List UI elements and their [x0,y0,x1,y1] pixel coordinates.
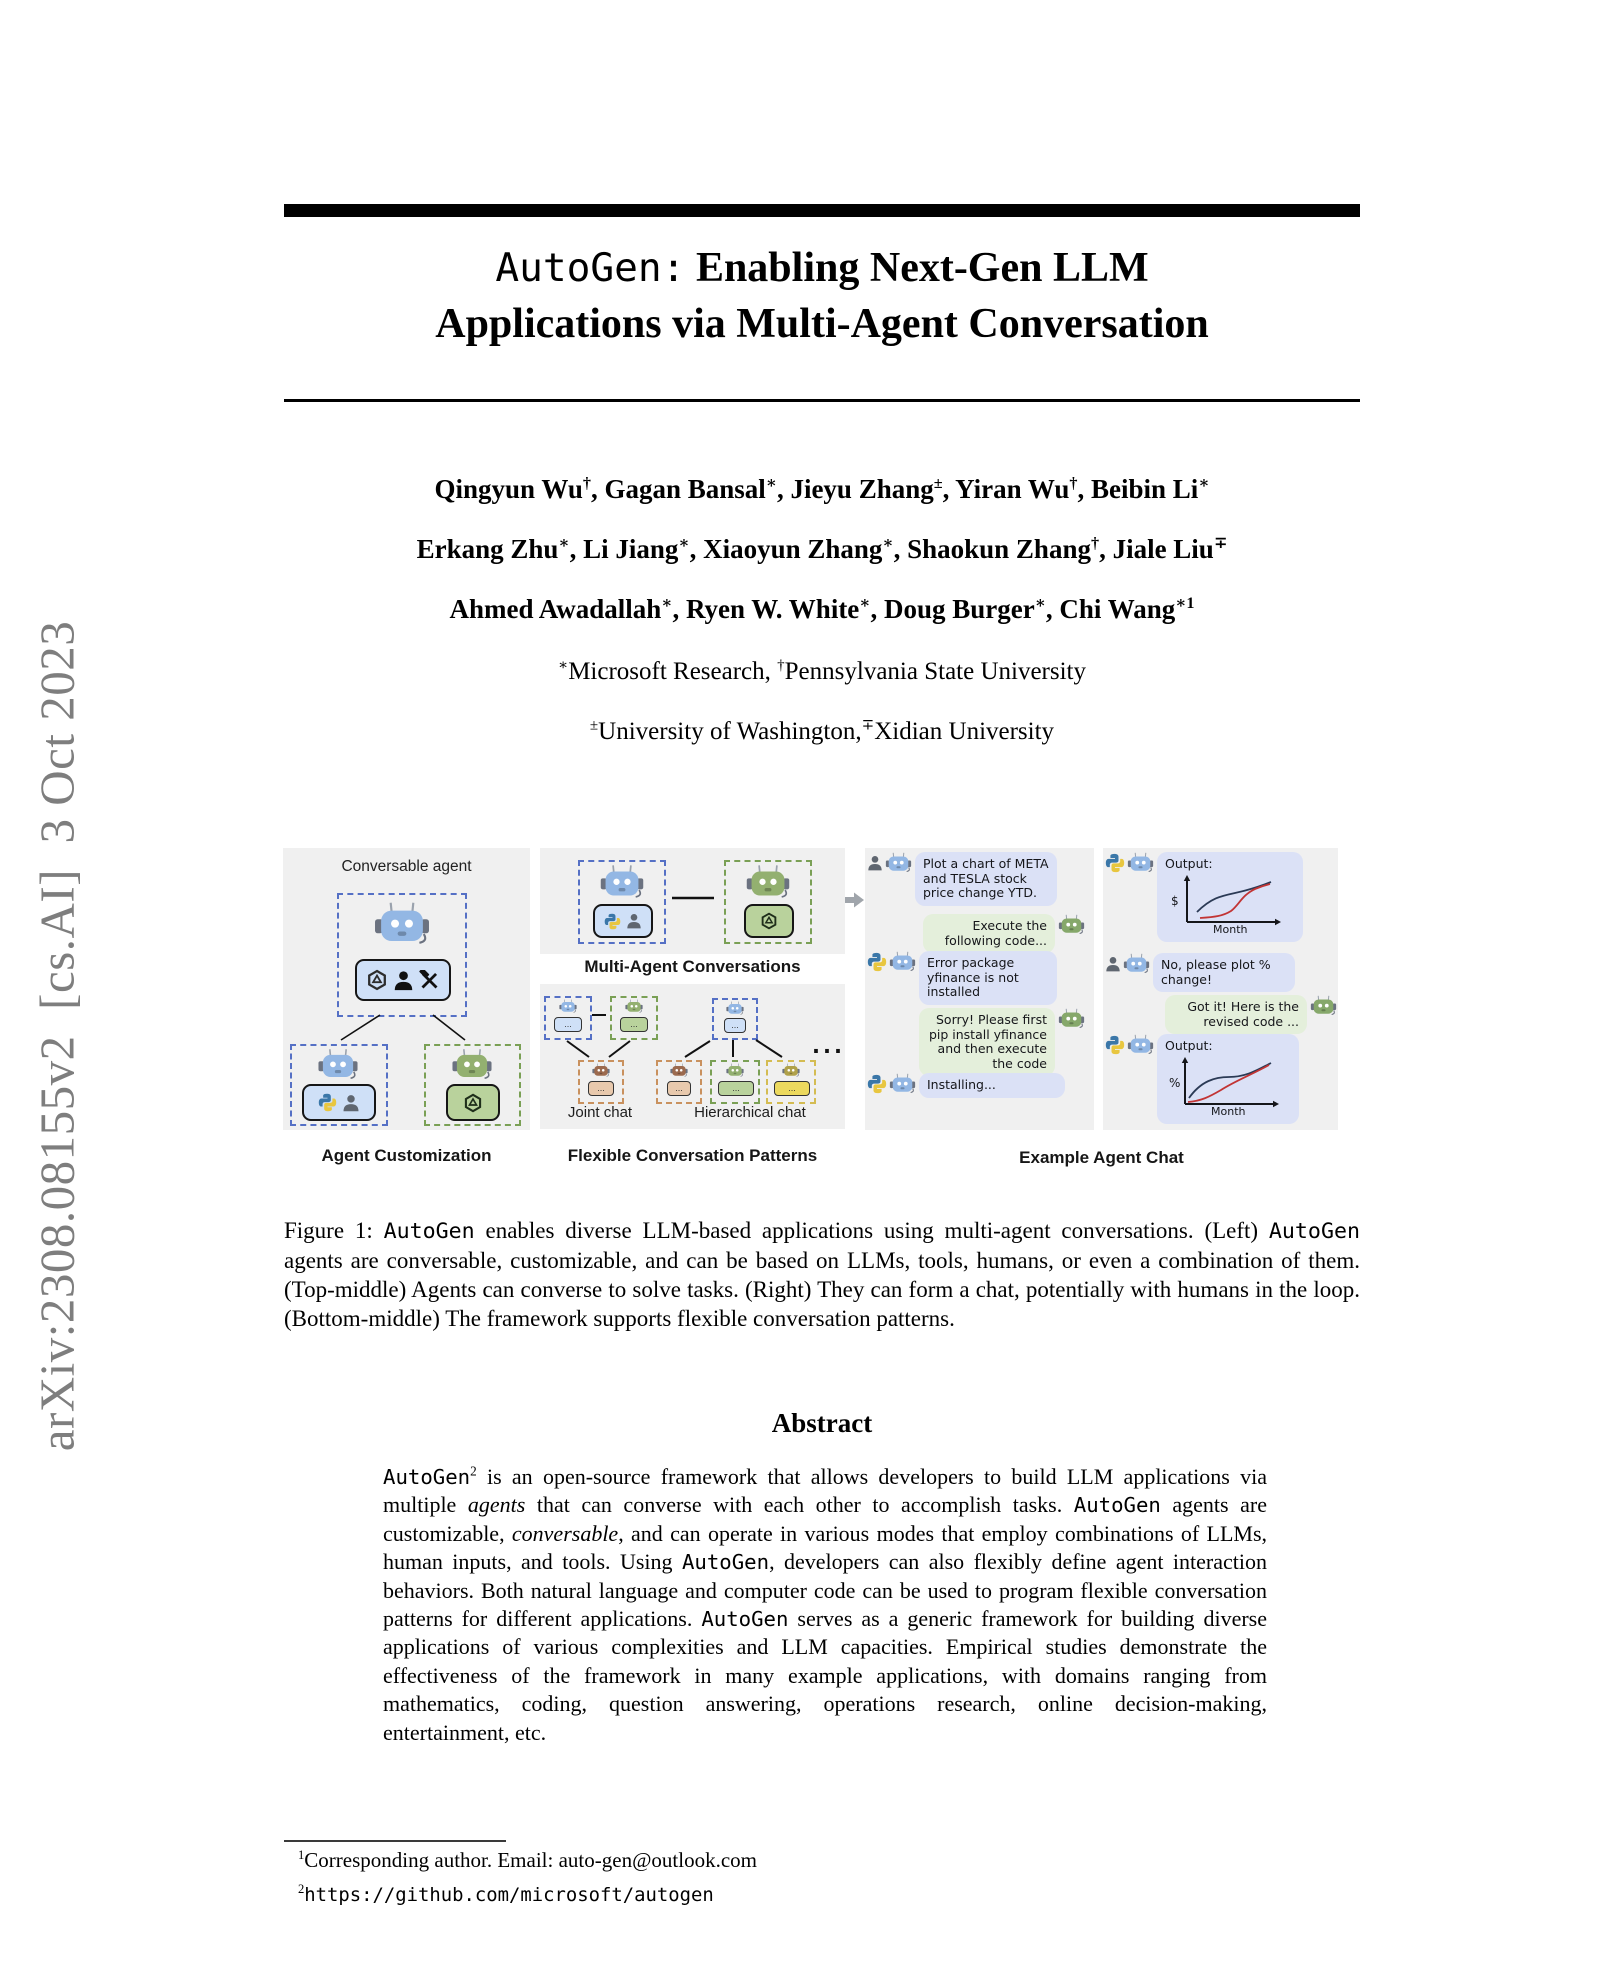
panel-multi-agent [540,848,845,954]
chat-bubble: Plot a chart of META and TESLA stock price change YTD. [915,852,1057,906]
robot-blue-icon [1127,1034,1154,1056]
chat-message [1105,1034,1299,1124]
x-axis-label: Month [1211,1104,1246,1116]
robot-icon [451,1048,493,1082]
abstract-text: AutoGen$^2$ is an open-source framework that allows developers to build LLM applications via multiple agents that can converse with each other to accomplish tasks. AutoGen agents are customizable, conversable, and can operate in various modes that employ combinations of LLMs, human inputs, and tools. Using AutoGen, developers can also flexibly define agent interaction behaviors. Both natural language and computer code can be used to program flexible conversation patterns for different applications. AutoGen serves as a generic framework for building diverse applications of various complexities and LLM capacities. Empirical studies demonstrate the effectiveness of the framework in many example applications, with domains ranging from mathematics, coding, question answering, operations research, online decision-making, entertainment, etc. [383,1463,1268,1745]
chat-bubble [1157,1034,1299,1124]
mini-chip: ... [667,1081,691,1096]
python-icon [867,1074,887,1094]
example-agent-chat-label: Example Agent Chat [1019,1148,1184,1167]
mini-chip: ... [724,1018,746,1033]
panel-agent-customization [283,848,530,1130]
paper-title-line-1: AutoGen: Enabling Next-Gen LLM [495,245,1149,291]
chat-message [919,1008,1085,1076]
chat-bubble: No, please plot % change! [1153,953,1295,992]
conversation-arrow [540,848,845,954]
openai-icon [463,1093,483,1113]
agent-customization-label: Agent Customization [321,1146,492,1165]
mini-chip: ... [774,1081,810,1096]
robot-green-icon [1310,995,1337,1017]
figure-caption: Figure 1: AutoGen enables diverse LLM-based applications using multi-agent conversations. (Left) AutoGen agents are conversable, customizable, and can be based on LLMs, tools, humans, or even a combination of them. (Top-middle) Agents can converse to solve tasks. (Right) They can form a chat, potentially with humans in the loop. (Bottom-middle) The framework supports flexible conversation patterns. [284,1218,1360,1331]
mini-chip: ... [620,1017,648,1032]
authors-line-3: Ahmed Awadallah∗, Ryen W. White∗, Doug Burger∗, Chi Wang$^{∗1}$ [449,594,1195,624]
footnote-1: $^1$Corresponding author. Email: auto-gen@outlook.com [298,1848,757,1872]
output-label: Output: [1165,856,1213,871]
mini-chip: ... [588,1081,614,1096]
y-axis-label: $ [1171,893,1179,908]
mini-chip: ... [554,1017,582,1032]
chat-bubble: Sorry! Please first pip install yfinance and then execute the code [919,1008,1055,1076]
python-human-chip [302,1084,376,1121]
llm-chip [446,1084,500,1121]
mini-chip: ... [718,1081,754,1096]
robot-green-icon [1058,914,1085,936]
python-icon [1105,853,1125,873]
panel-chat-right [1103,848,1338,1130]
panel-conversation-patterns [540,984,845,1129]
robot-blue-icon [889,951,916,973]
percent-change-chart [1165,1054,1285,1116]
panel-chat-left [865,848,1094,1130]
person-icon [342,1094,360,1112]
message-icons [867,1073,916,1095]
flexible-patterns-label: Flexible Conversation Patterns [567,1146,818,1165]
chat-bubble: Installing... [919,1073,1065,1098]
footnote-rule [284,1840,506,1842]
robot-blue-icon [889,1073,916,1095]
title-rule [284,399,1360,402]
y-axis-label: % [1169,1075,1181,1090]
chat-message [867,951,1090,1005]
person-icon [867,855,883,871]
footnote-2-github-link[interactable]: $^2$https://github.com/microsoft/autogen [298,1882,714,1906]
robot-green-icon [1058,1008,1085,1030]
robot-icon [317,1048,359,1082]
affiliation-line-1: ∗Microsoft Research, †Pennsylvania State University [557,657,1086,685]
message-icons [867,951,916,973]
stock-price-chart [1165,872,1289,934]
person-icon [1105,956,1121,972]
authors-line-1: Qingyun Wu†, Gagan Bansal∗, Jieyu Zhang±, Yiran Wu†, Beibin Li∗ [434,474,1210,504]
message-icons [1105,1034,1154,1056]
chat-message [1165,995,1337,1034]
message-icons [1105,953,1150,975]
top-rule [284,204,1360,217]
robot-blue-icon [885,852,912,874]
chat-message [923,914,1085,953]
x-axis-label: Month [1213,922,1248,934]
custom-agent-green-box [424,1044,521,1126]
message-icons [867,852,912,874]
output-label: Output: [1165,1038,1213,1053]
message-icons [1105,852,1154,874]
chat-bubble: Execute the following code... [923,914,1055,953]
chat-message [867,1073,1090,1098]
abstract-heading: Abstract [771,1408,873,1438]
chat-message [1105,953,1295,992]
flow-arrow-icon [845,891,865,909]
multi-agent-label: Multi-Agent Conversations [584,957,801,976]
conversable-agent-label: Conversable agent [341,858,472,875]
chat-message [1105,852,1303,942]
robot-blue-icon [1123,953,1150,975]
hierarchical-chat-label: Hierarchical chat [694,1104,806,1121]
python-icon [1105,1035,1125,1055]
chat-message [867,852,1090,906]
chat-bubble [1157,852,1303,942]
affiliation-line-2: ±University of Washington,∓Xidian University [589,717,1055,745]
more-patterns-dots: ... [812,1034,845,1058]
custom-agent-blue-box [290,1044,388,1126]
chat-bubble: Got it! Here is the revised code ... [1165,995,1307,1034]
joint-chat-label: Joint chat [567,1104,633,1121]
robot-blue-icon [1127,852,1154,874]
python-icon [867,952,887,972]
authors-line-2: Erkang Zhu∗, Li Jiang∗, Xiaoyun Zhang∗, Shaokun Zhang†, Jiale Liu∓ [416,534,1228,564]
chat-bubble: Error package yfinance is not installed [919,951,1057,1005]
paper-title-line-2: Applications via Multi-Agent Conversation [435,301,1209,347]
arxiv-watermark: arXiv:2308.08155v2 [cs.AI] 3 Oct 2023 [29,620,85,1452]
python-icon [318,1093,337,1112]
